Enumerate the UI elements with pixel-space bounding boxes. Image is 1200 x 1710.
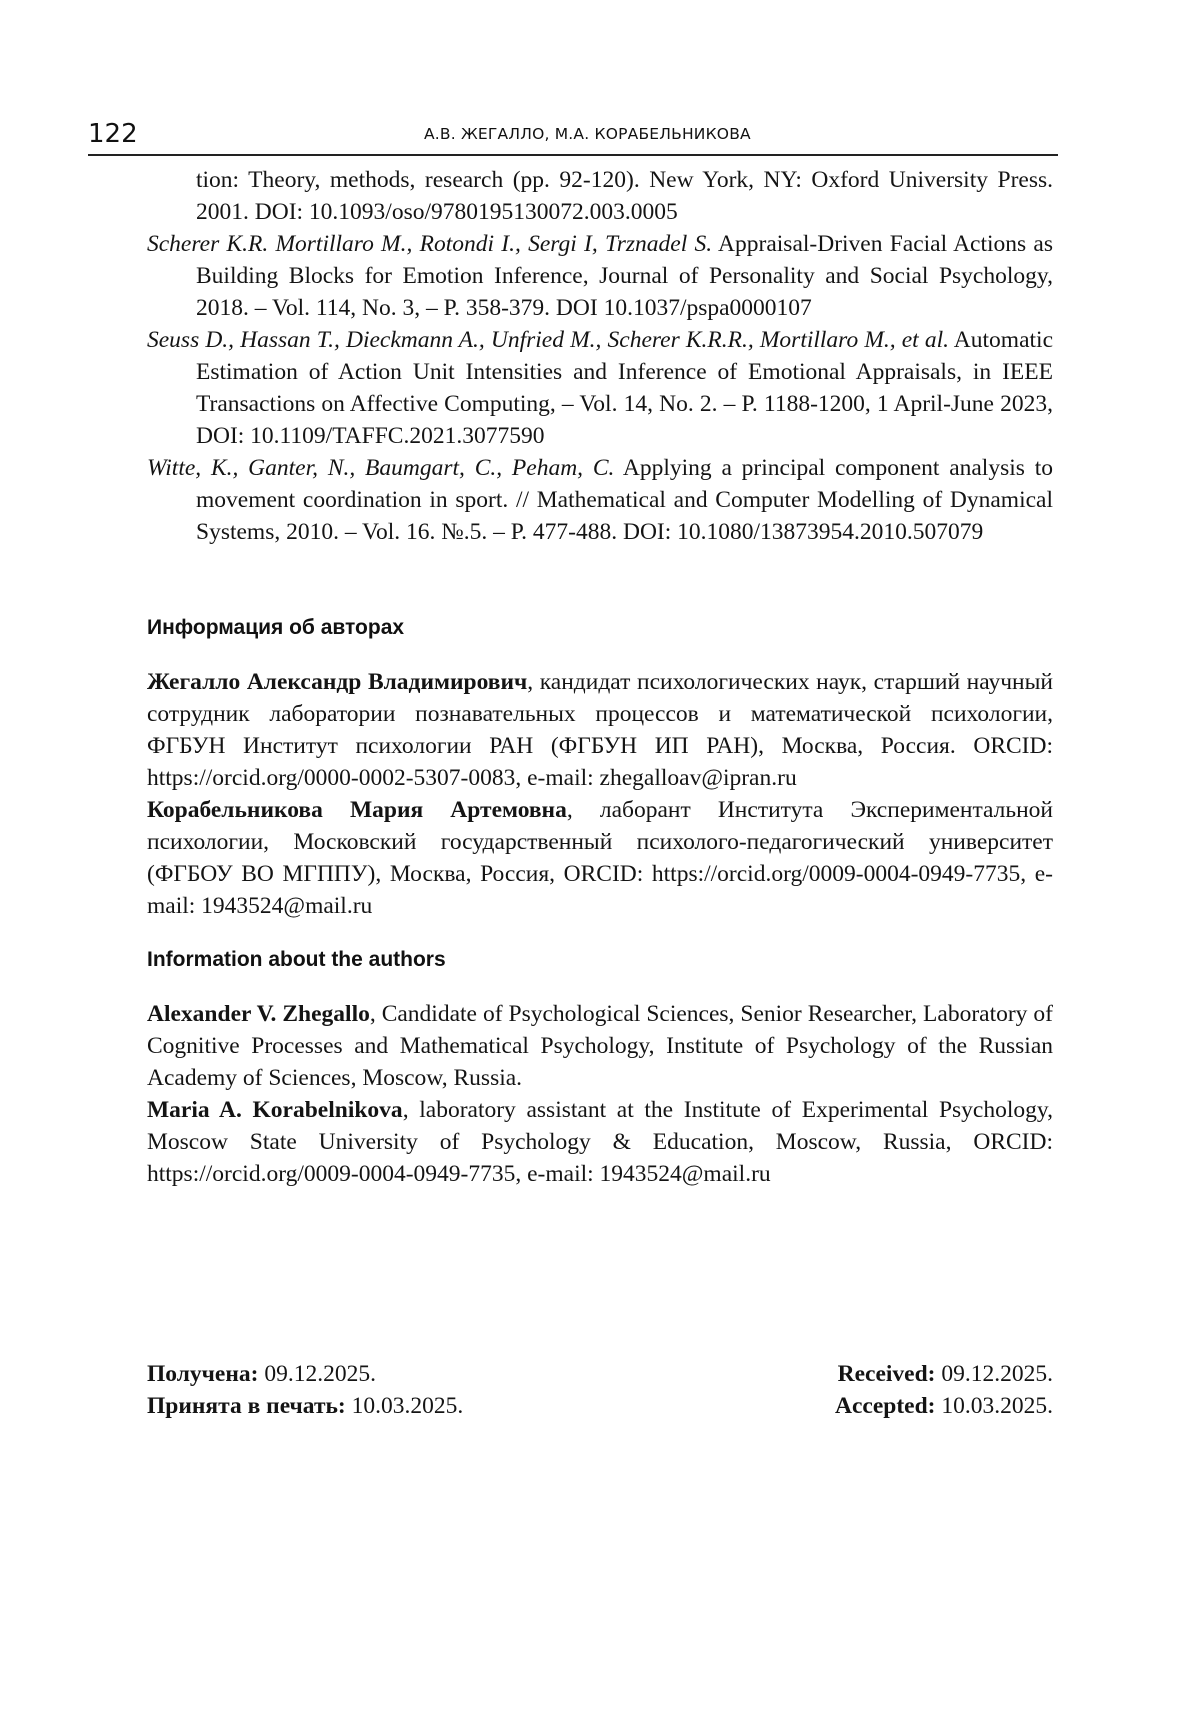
received-en bbox=[838, 1358, 1053, 1390]
reference-item bbox=[147, 228, 1053, 324]
reference-text: Appraisal-Driven Facial Actions as Building Blocks for Emotion Inference, Journal of Personality and Social Psychology, 2018. – Vol. 114, No. 3, – P. 358-379. DOI 10.1037/pspa0000107 bbox=[196, 231, 1053, 321]
section-heading-en-authors: Information about the authors bbox=[147, 948, 446, 971]
received-ru-value: 09.12.2025. bbox=[258, 1361, 376, 1387]
date-row-accepted bbox=[147, 1390, 1053, 1422]
spacer bbox=[147, 922, 1053, 946]
author-name: Maria A. Korabelnikova bbox=[147, 1097, 403, 1123]
running-title: А.В. ЖЕГАЛЛО, М.А. КОРАБЕЛЬНИКОВА bbox=[424, 125, 751, 143]
author-name: Alexander V. Zhegallo bbox=[147, 1001, 370, 1027]
date-row-received bbox=[147, 1358, 1053, 1390]
author-entry bbox=[147, 666, 1053, 794]
author-details: , laboratory assistant at the Institute of Experimental Psychology, Moscow State University of Psychology & Education, Moscow, Russia, ORCID: https://orcid.org/0009-0004-0949-7735, e-mail: 1943524@mail.ru bbox=[147, 1097, 1053, 1187]
author-details: , Candidate of Psychological Sciences, Senior Researcher, Laboratory of Cognitive Processes and Mathematical Psychology, Institute of Psychology of the Russian Academy of Sciences, Moscow, Russia. bbox=[147, 1001, 1053, 1091]
author-entry bbox=[147, 998, 1053, 1094]
accepted-en bbox=[835, 1390, 1053, 1422]
received-ru-label: Получена: bbox=[147, 1361, 259, 1387]
spacer bbox=[147, 974, 1053, 998]
author-name: Корабельникова Мария Артемовна bbox=[147, 797, 567, 823]
author-entry bbox=[147, 1094, 1053, 1190]
main-text bbox=[147, 164, 1053, 1190]
reference-text: Automatic Estimation of Action Unit Intensities and Inference of Emotional Appraisals, in IEEE Transactions on Affective Computing, – Vol. 14, No. 2. – P. 1188-1200, 1 April-June 2023, DOI: 10.1109/TAFFC.2021.3077590 bbox=[196, 327, 1053, 449]
author-entry bbox=[147, 794, 1053, 922]
accepted-en-label: Accepted: bbox=[835, 1393, 936, 1419]
reference-text: Applying a principal component analysis to movement coordination in sport. // Mathematical and Computer Modelling of Dynamical Systems, 2010. – Vol. 16. №.5. – P. 477-488. DOI: 10.1080/13873954.2010.507079 bbox=[196, 455, 1053, 545]
accepted-ru bbox=[147, 1390, 463, 1422]
received-ru bbox=[147, 1358, 376, 1390]
author-details: , лаборант Института Экспериментальной психологии, Московский государственный психолого-педагогический университет (ФГБОУ ВО МГППУ), Москва, Россия, ORCID: https://orcid.org/0009-0004-0949-7735, e-mail: 1943524@mail.ru bbox=[147, 797, 1053, 919]
accepted-ru-value: 10.03.2025. bbox=[345, 1393, 464, 1419]
reference-text: tion: Theory, methods, research (pp. 92-120). New York, NY: Oxford University Press. 2001. DOI: 10.1093/oso/9780195130072.003.0005 bbox=[196, 167, 1053, 225]
reference-item bbox=[147, 324, 1053, 452]
accepted-ru-label: Принята в печать: bbox=[147, 1393, 346, 1419]
page-number: 122 bbox=[88, 119, 138, 149]
accepted-en-value: 10.03.2025. bbox=[935, 1393, 1053, 1419]
section-heading-ru-authors: Информация об авторах bbox=[147, 616, 405, 639]
received-en-label: Received: bbox=[837, 1361, 936, 1387]
reference-item bbox=[147, 452, 1053, 548]
spacer bbox=[147, 548, 1053, 614]
author-name: Жегалло Александр Владимирович bbox=[147, 669, 528, 695]
reference-authors: Seuss D., Hassan T., Dieckmann A., Unfried M., Scherer K.R.R., Mortillaro M., et al. bbox=[147, 327, 949, 353]
submission-dates bbox=[147, 1358, 1053, 1422]
reference-authors: Scherer K.R. Mortillaro M., Rotondi I., Sergi I, Trznadel S. bbox=[147, 231, 713, 257]
running-header bbox=[88, 118, 1058, 156]
author-details: , кандидат психологических наук, старший научный сотрудник лаборатории познавательных процессов и математической психологии, ФГБУН Институт психологии РАН (ФГБУН ИП РАН), Москва, Россия. ORCID: https://orcid.org/0000-0002-5307-0083, e-mail: zhegalloav@ipran.ru bbox=[147, 669, 1053, 791]
reference-item bbox=[147, 164, 1053, 228]
reference-authors: Witte, K., Ganter, N., Baumgart, C., Peham, C. bbox=[147, 455, 615, 481]
received-en-value: 09.12.2025. bbox=[935, 1361, 1053, 1387]
spacer bbox=[147, 642, 1053, 666]
